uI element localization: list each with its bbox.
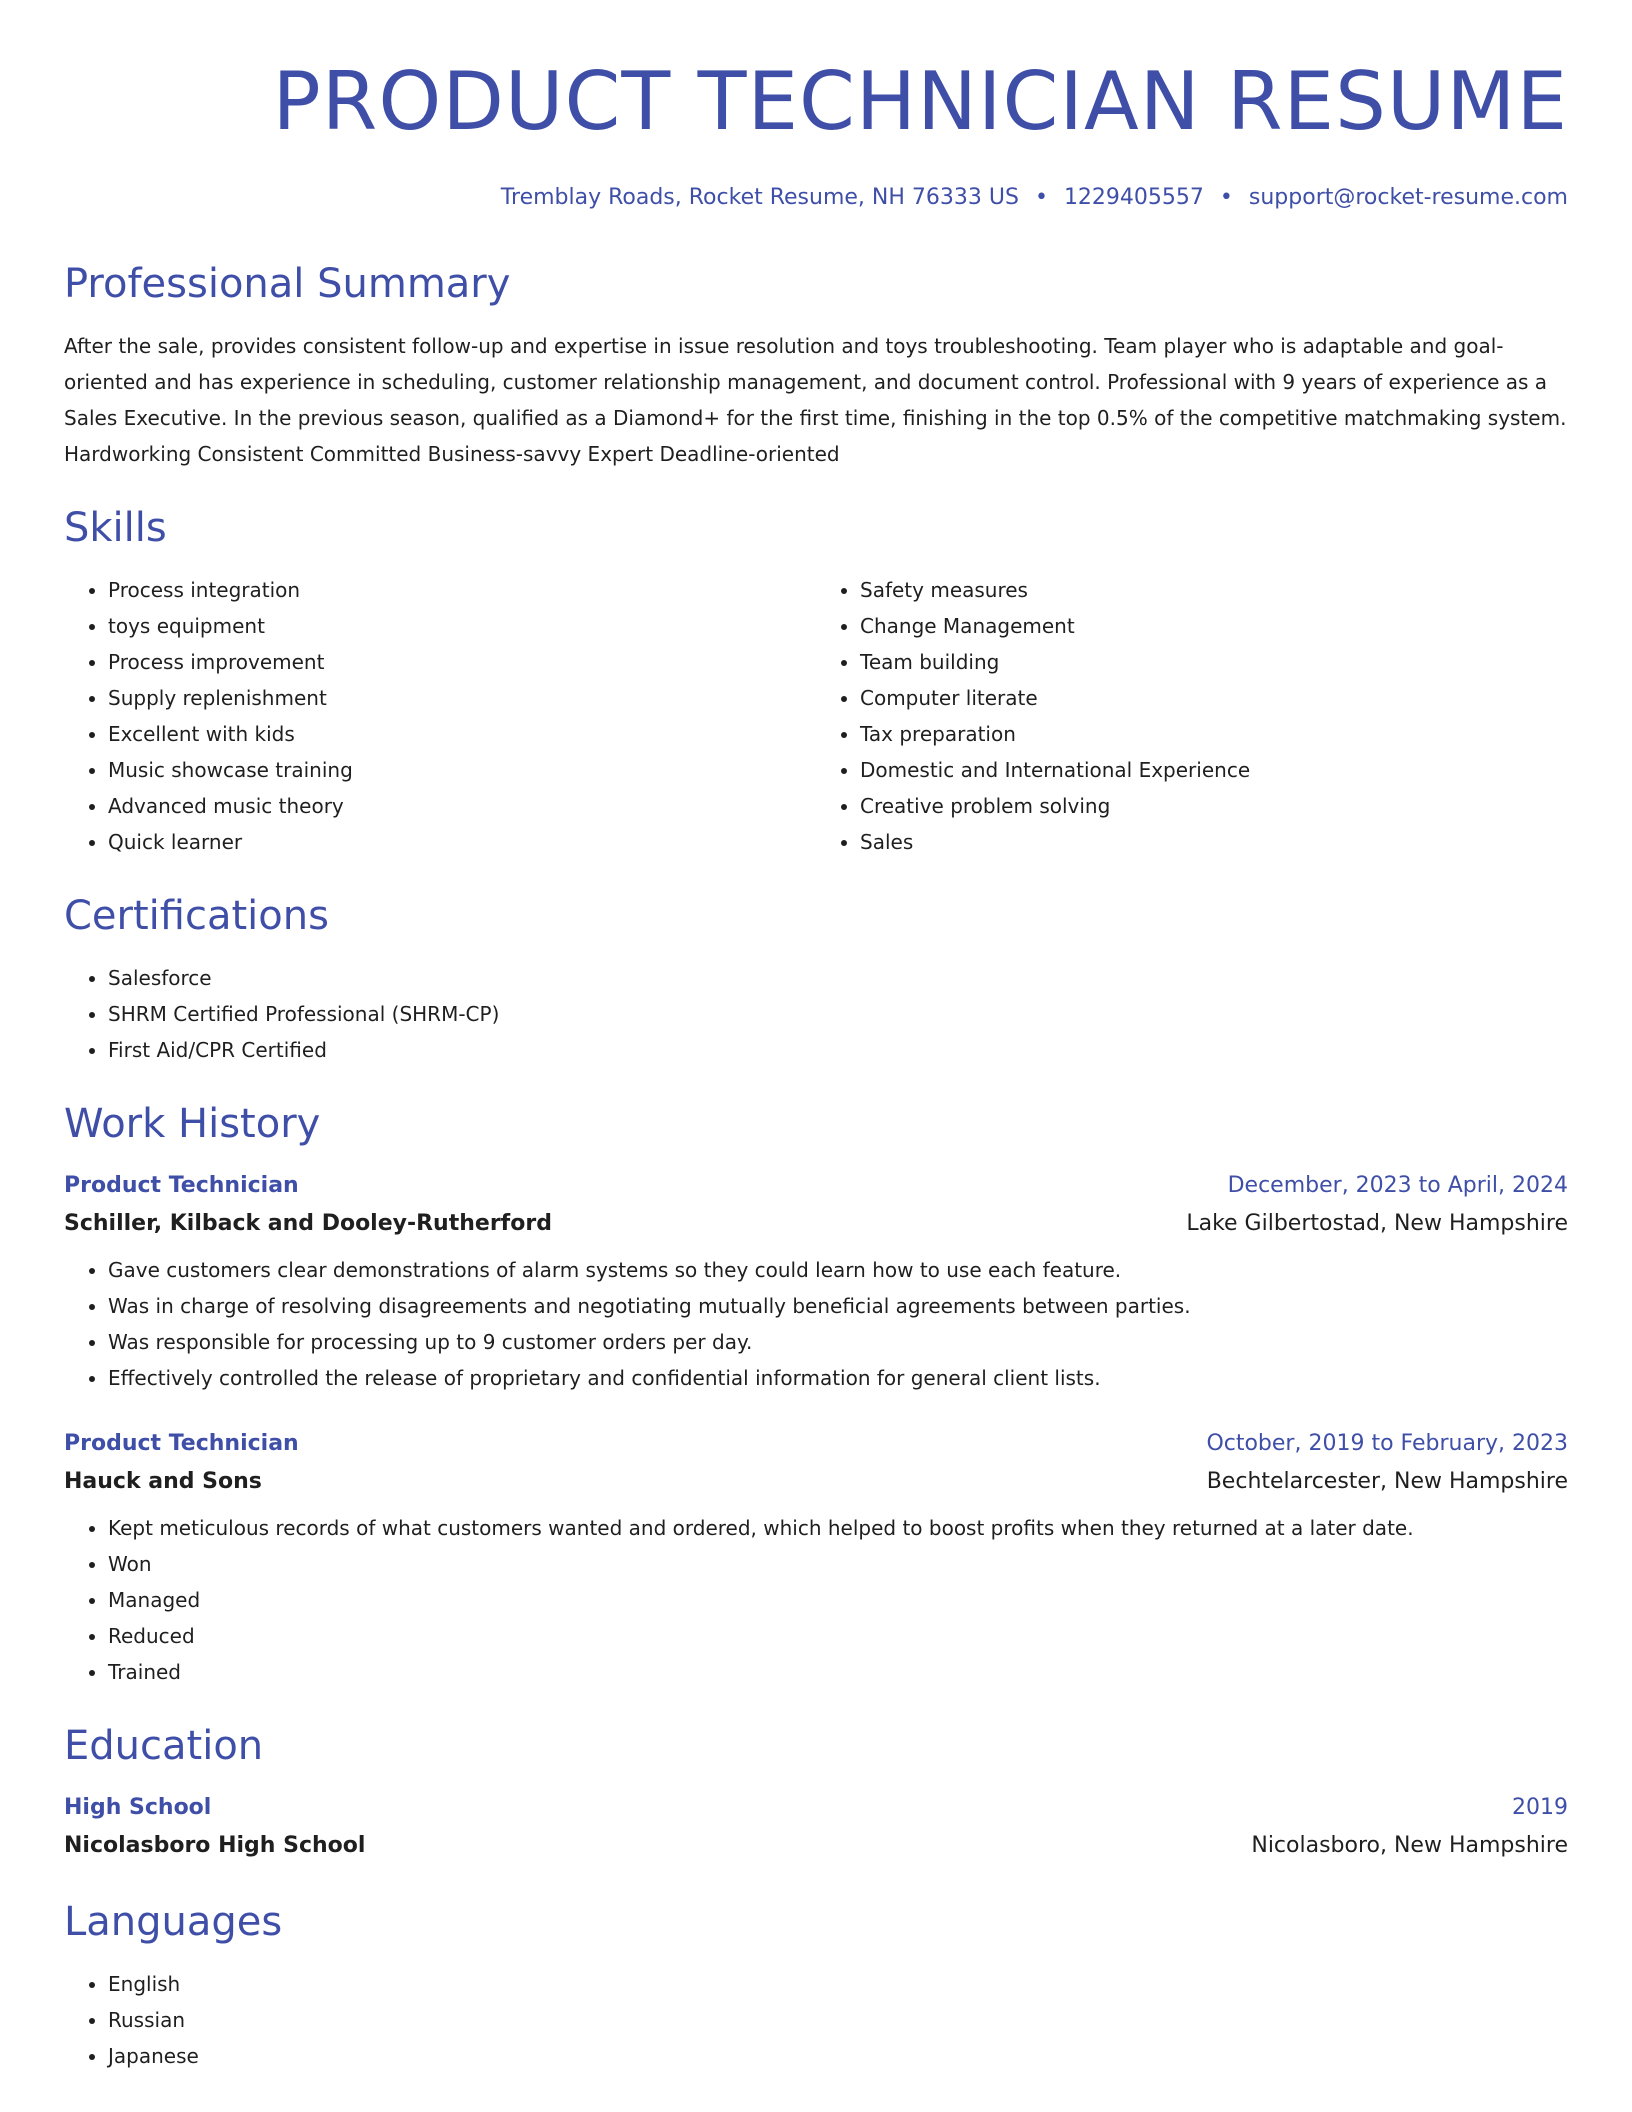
job-entry [64,1168,1568,1396]
job-title-row [64,1168,1568,1204]
education-location: Nicolasboro, New Hampshire [1251,1833,1568,1858]
job-title: Product Technician [64,1173,299,1198]
education-entry [64,1790,1568,1866]
job-location: Lake Gilbertostad, New Hampshire [1186,1211,1568,1236]
languages-section [64,1898,1568,2074]
certifications-section [64,892,1568,1068]
skill-item: • Tax preparation [860,716,1568,752]
languages-heading: Languages [64,1899,283,1945]
job-duty: • Effectively controlled the release of proprietary and confidential information for general client lists. [108,1360,1568,1396]
certification-item: • Salesforce [108,960,1568,996]
certification-item: • First Aid/CPR Certified [108,1032,1568,1068]
job-duty: • Gave customers clear demonstrations of alarm systems so they could learn how to use each feature. [108,1252,1568,1288]
language-item: • English [108,1966,1568,2002]
resume-header [64,54,1568,212]
summary-text: After the sale, provides consistent follow-up and expertise in issue resolution and toys troubleshooting. Team player who is adaptable and goal-oriented and has experience in scheduling, customer relationship management, and document control. Professional with 9 years of experience as a Sales Executive. In the previous season, qualified as a Diamond+ for the first time, finishing in the top 0.5% of the competitive matchmaking system. Hardworking Consistent Committed Business-savvy Expert Deadline-oriented [64,334,1567,466]
summary-section [64,260,1568,472]
skill-item: • Change Management [860,608,1568,644]
job-duties-list [64,1252,1568,1396]
skill-item: • Safety measures [860,572,1568,608]
job-duty: • Was in charge of resolving disagreements and negotiating mutually beneficial agreements between parties. [108,1288,1568,1324]
summary-heading: Professional Summary [64,261,511,307]
language-item: • Russian [108,2002,1568,2038]
work-history-section [64,1100,1568,1690]
education-year: 2019 [1512,1795,1568,1820]
skill-item: • Excellent with kids [108,716,816,752]
skill-item: • Music showcase training [108,752,816,788]
job-duty: • Reduced [108,1618,1568,1654]
skills-section [64,504,1568,860]
job-duties-list [64,1510,1568,1690]
skill-item: • Advanced music theory [108,788,816,824]
job-duty: • Was responsible for processing up to 9 customer orders per day. [108,1324,1568,1360]
skill-item: • toys equipment [108,608,816,644]
job-dates: October, 2019 to February, 2023 [1206,1431,1568,1456]
job-title-row [64,1426,1568,1462]
job-entry [64,1426,1568,1690]
education-school: Nicolasboro High School [64,1833,366,1858]
education-degree: High School [64,1795,212,1820]
skill-item: • Creative problem solving [860,788,1568,824]
certifications-list [64,960,1568,1068]
skill-item: • Computer literate [860,680,1568,716]
job-dates: December, 2023 to April, 2024 [1227,1173,1568,1198]
skill-item: • Team building [860,644,1568,680]
contact-phone: 1229405557 [1063,185,1204,210]
skill-item: • Process improvement [108,644,816,680]
job-title: Product Technician [64,1431,299,1456]
languages-list [64,1966,1568,2074]
skills-heading: Skills [64,505,167,551]
skills-list-left [64,572,816,860]
skill-item: • Sales [860,824,1568,860]
job-duty: • Managed [108,1582,1568,1618]
education-heading: Education [64,1723,264,1769]
resume-title: PRODUCT TECHNICIAN RESUME [272,55,1568,148]
job-location: Bechtelarcester, New Hampshire [1206,1469,1568,1494]
education-school-row [64,1826,1568,1866]
job-company: Schiller, Kilback and Dooley-Rutherford [64,1211,552,1236]
contact-separator: • [1034,185,1048,210]
contact-email: support@rocket-resume.com [1248,185,1568,210]
job-duty: • Trained [108,1654,1568,1690]
contact-address: Tremblay Roads, Rocket Resume, NH 76333 US [500,185,1019,210]
job-duty: • Won [108,1546,1568,1582]
contact-separator: • [1219,185,1233,210]
skills-list-right [816,572,1568,860]
certifications-heading: Certifications [64,893,329,939]
job-duty: • Kept meticulous records of what customers wanted and ordered, which helped to boost profits when they returned at a later date. [108,1510,1568,1546]
skill-item: • Supply replenishment [108,680,816,716]
certification-item: • SHRM Certified Professional (SHRM-CP) [108,996,1568,1032]
job-company: Hauck and Sons [64,1469,262,1494]
contact-line [64,184,1568,212]
skill-item: • Process integration [108,572,816,608]
skill-item: • Quick learner [108,824,816,860]
work-history-heading: Work History [64,1101,321,1147]
language-item: • Japanese [108,2038,1568,2074]
job-company-row [64,1204,1568,1244]
education-degree-row [64,1790,1568,1826]
skills-grid [64,572,1568,860]
job-company-row [64,1462,1568,1502]
education-section [64,1722,1568,1866]
skill-item: • Domestic and International Experience [860,752,1568,788]
